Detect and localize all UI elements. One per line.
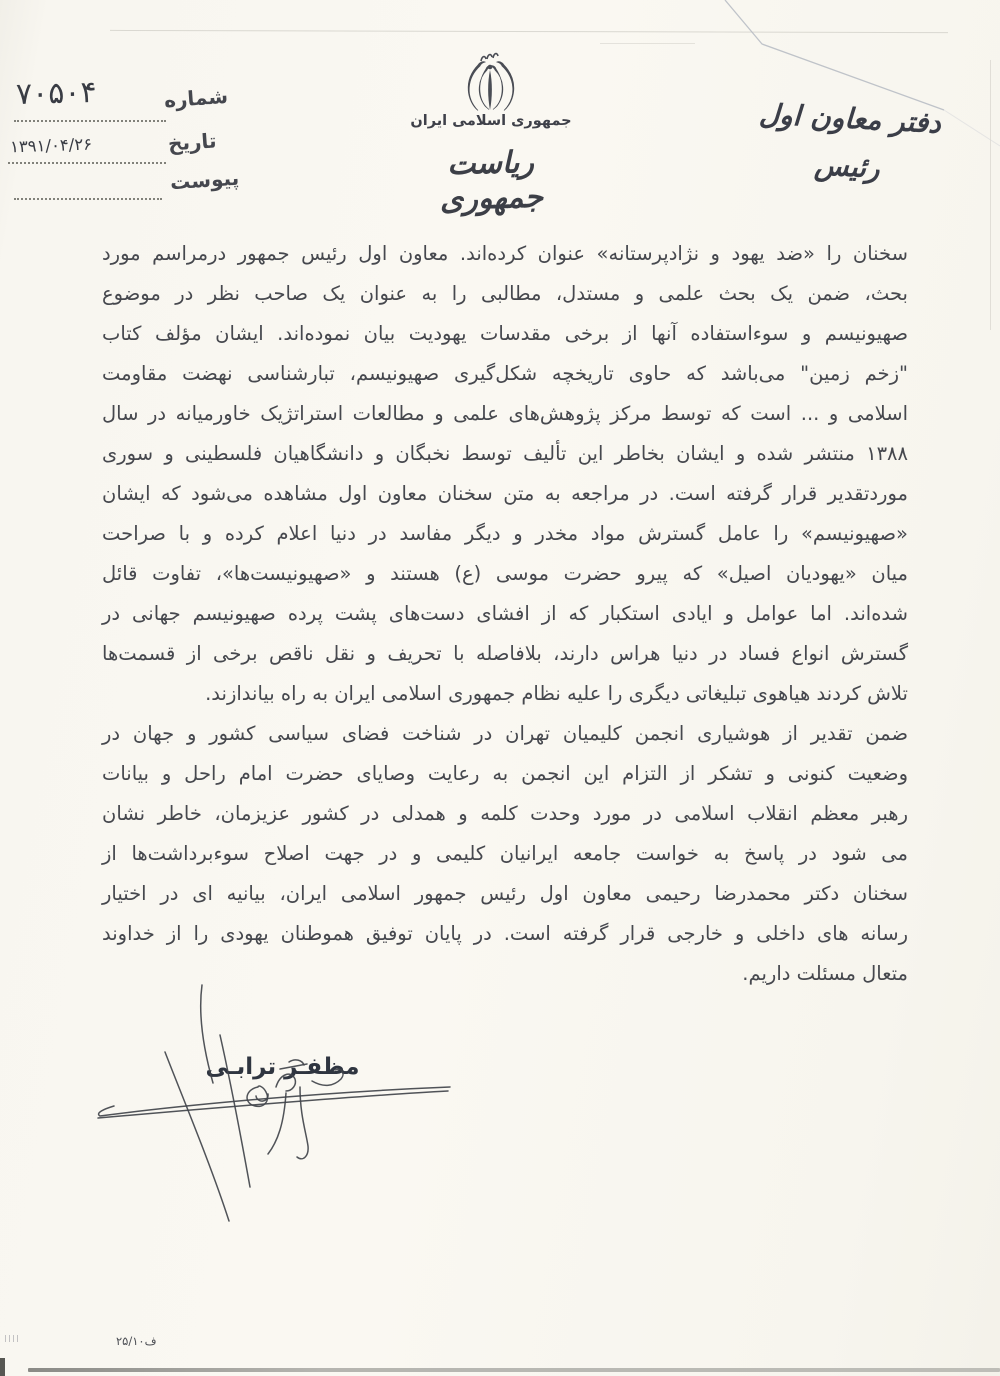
date-value-handwritten: ۱۳۹۱/۰۴/۲۶ (9, 134, 93, 157)
iran-allah-emblem-icon (447, 52, 535, 116)
attachment-dotted-line (14, 190, 162, 200)
attachment-label: پیوست (169, 165, 240, 195)
body-line: رسانه های داخلی و خارجی قرار گرفته است. در پایان توفیق هموطنان یهودی را از خداوند (102, 922, 908, 945)
body-line: اسلامی و ... است که توسط مرکز پژوهش‌های علمی و مطالعات استراتژیک خاورمیانه در سال (102, 402, 908, 425)
body-line: سخنان را «ضد یهود و نژادپرستانه» عنوان کرده‌اند. معاون اول رئیس جمهور درمراسم مورد (102, 242, 908, 265)
handwritten-signature (80, 975, 490, 1237)
signatory-name: مظفـر ترابـی (205, 1054, 360, 1080)
org-name-line2: ریاست جمهوری (439, 144, 544, 218)
body-line: "زخم زمین" می‌باشد که حاوی تاریخچه شکل‌گیری صهیونیسم، تبارشناسی نهضت مقاومت (102, 362, 908, 385)
body-line: شده‌اند. اما عوامل و ایادی استکبار که از افشای دست‌های پشت پرده صهیونیسم جهانی در (102, 602, 908, 625)
scan-corner-mark (0, 1358, 5, 1376)
body-line: می شود در پاسخ به خواست جامعه ایرانیان کلیمی و در جهت اصلاح سوءبرداشت‌ها از (102, 842, 908, 865)
body-line: ضمن تقدیر از هوشیاری انجمن کلیمیان تهران در شناخت فضای سیاسی کشور و جهان در (102, 722, 908, 745)
body-line: رهبر معظم انقلاب اسلامی در مورد وحدت کلمه و همدلی در کشور عزیزمان، خاطر نشان (102, 802, 908, 825)
paper-edge-line (990, 60, 991, 330)
body-line: میان «یهودیان اصیل» که پیرو حضرت موسی (ع) هستند و «صهیونیست‌ها»، تفاوت قائل (102, 562, 908, 585)
body-line-paragraph-end: تلاش کردند هیاهوی تبلیغاتی دیگری را علیه نظام جمهوری اسلامی ایران به راه بیاندازند. (205, 682, 908, 705)
letterhead-fields (0, 0, 240, 220)
body-line: «صهیونیسم» را عامل گسترش مواد مخدر و دیگر مفاسد در دنیا اعلام کرده و با صراحت (102, 522, 908, 545)
office-note-line2: رئیس (813, 148, 881, 185)
number-label: شماره (163, 83, 229, 113)
body-line: بحث، ضمن یک بحث علمی و مستدل، مطالبی را به عنوان یک صاحب نظر در موضوع (102, 282, 908, 305)
date-label: تاریخ (167, 128, 218, 156)
letter-body (102, 234, 908, 994)
body-line: سخنان دکتر محمدرضا رحیمی معاون اول رئیس جمهور اسلامی ایران، بیانیه ای در اختیار (102, 882, 908, 905)
body-line: گسترش انواع فساد در دنیا هراس دارند، بلافاصله با تحریف و نقل ناقص برخی از قسمت‌ها (102, 642, 908, 665)
number-dotted-line (14, 112, 166, 122)
number-value-handwritten: ۷۰۵۰۴ (15, 74, 98, 113)
body-line: موردتقدیر قرار گرفته است. در مراجعه به متن سخنان معاون اول مشاهده می‌شود که ایشان (102, 482, 908, 505)
form-code: ف۲۵/۱۰ (116, 1334, 157, 1348)
body-line: ۱۳۸۸ منتشر شده و ایشان بخاطر این تألیف توسط نخبگان و دانشگاهیان فلسطینی و سوری (102, 442, 908, 465)
org-name-line1: جمهوری اسلامی ایران (410, 113, 572, 129)
office-note-line1: دفتر معاون اول (758, 97, 942, 140)
body-line: صهیونیسم و سوءاستفاده آنها از برخی مقدسات یهودیت بیان نموده‌اند. ایشان مؤلف کتاب (102, 322, 908, 345)
body-line-paragraph-end: متعال مسئلت داریم. (742, 962, 908, 985)
edge-micro-marks (5, 1335, 18, 1342)
scan-bottom-edge (28, 1368, 1000, 1372)
body-line: وضعیت کنونی و تشکر از التزام این انجمن به رعایت وصایای حضرت امام راحل و بیانات (102, 762, 908, 785)
